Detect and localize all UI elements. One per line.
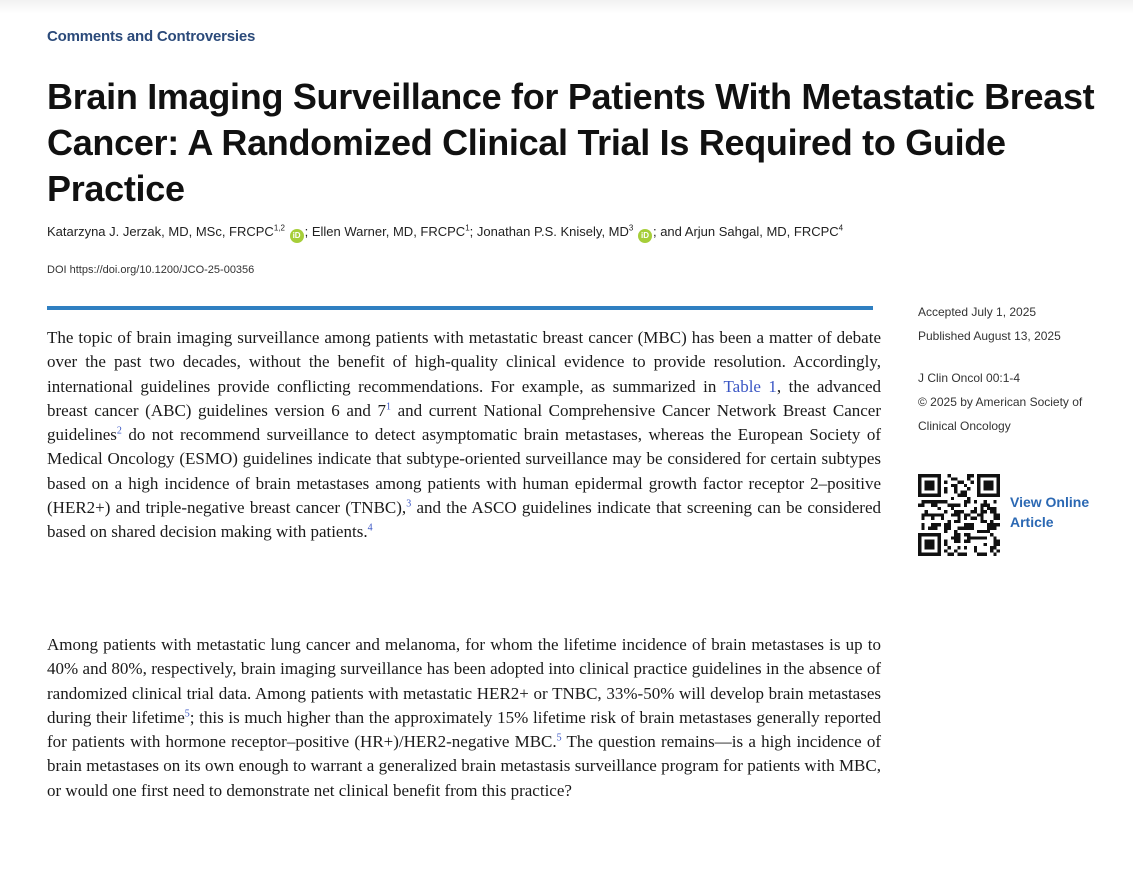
journal-info (918, 366, 1118, 438)
reference-link[interactable]: 4 (367, 522, 373, 534)
reference-link[interactable]: 2 (116, 425, 122, 437)
qr-code-icon[interactable] (918, 474, 1000, 556)
body-text: Among patients with metastatic lung cancer and melanoma, for whom the lifetime incidence of brain metastases is up to 40% and 80%, respectively, brain imaging surveillance has been adopted into clinical practice guidelines in the absence of randomized clinical trial data. Among patients with metastatic HER2+ or TNBC, 33%-50% will develop brain metastases during their lifetime (47, 635, 881, 727)
body-text: , the advanced breast cancer (ABC) guidelines version 6 and 7 (47, 376, 881, 420)
journal-citation: J Clin Oncol 00:1-4 (918, 371, 1021, 385)
author-name: Ellen Warner, MD, FRCPC (311, 224, 466, 239)
author-separator: ; (469, 224, 477, 239)
author-name: Arjun Sahgal, MD, FRCPC (684, 224, 839, 239)
accepted-date: Accepted July 1, 2025 (918, 305, 1037, 319)
body-paragraph-2 (47, 633, 881, 803)
view-online-article-link[interactable]: View Online Article (1010, 494, 1090, 530)
body-text: and current National Comprehensive Cancer Network Breast Cancer guidelines (47, 400, 881, 445)
author-name: Katarzyna J. Jerzak, MD, MSc, FRCPC (47, 224, 274, 239)
divider-rule (47, 306, 873, 310)
orcid-icon[interactable]: iD (638, 229, 652, 243)
author-affiliation: 1,2 (273, 223, 285, 233)
author-affiliation: 3 (628, 223, 634, 233)
copyright-notice: © 2025 by American Society of Clinical Oncology (918, 395, 1083, 433)
table-1-link[interactable]: Table 1 (723, 376, 777, 396)
author-separator: ; and (652, 224, 685, 239)
author-name: Jonathan P.S. Knisely, MD (476, 224, 629, 239)
body-paragraph-1 (47, 326, 881, 545)
section-label: Comments and Controversies (47, 28, 256, 45)
author-affiliation: 1 (465, 223, 470, 233)
top-band (0, 0, 1133, 14)
publication-dates (918, 300, 1118, 348)
reference-link[interactable]: 3 (406, 498, 412, 510)
reference-link[interactable]: 5 (556, 732, 562, 744)
reference-link[interactable]: 5 (184, 708, 190, 720)
article-title: Brain Imaging Surveillance for Patients With Metastatic Breast Cancer: A Randomized Clinical Trial Is Required to Guide Practice (47, 76, 1095, 209)
orcid-icon[interactable]: iD (290, 229, 304, 243)
reference-link[interactable]: 1 (385, 401, 391, 413)
body-text: ; this is much higher than the approximately 15% lifetime risk of brain metastases generally reported for patients with hormone receptor–positive (HR+)/HER2-negative MBC. (47, 707, 882, 752)
doi-link[interactable]: DOI https://doi.org/10.1200/JCO-25-00356 (47, 264, 255, 276)
body-text: do not recommend surveillance to detect asymptomatic brain metastases, whereas the European Society of Medical Oncology (ESMO) guidelines indicate that subtype-oriented surveillance may be considered for certain subtypes based on a high incidence of brain metastases among patients with human epidermal growth factor receptor 2–positive (HER2+) and triple-negative breast cancer (TNBC), (47, 425, 881, 518)
body-text: The topic of brain imaging surveillance among patients with metastatic breast cancer (MBC) has been a matter of debate over the past two decades, without the benefit of high-quality clinical evidence to provide resolution. Accordingly, international guidelines provide conflicting recommendations. For example, as summarized in (47, 328, 881, 396)
author-separator: ; (304, 224, 312, 239)
body-text: The question remains—is a high incidence of brain metastases on its own enough to warrant a generalized brain metastasis surveillance program for patients with MBC, or would one first need to demonstrate net clinical benefit from this practice? (47, 732, 881, 800)
author-affiliation: 4 (838, 223, 844, 233)
author-list (47, 224, 1127, 243)
published-date: Published August 13, 2025 (918, 329, 1061, 343)
body-text: and the ASCO guidelines indicate that screening can be considered based on shared decision making with patients. (47, 498, 882, 542)
